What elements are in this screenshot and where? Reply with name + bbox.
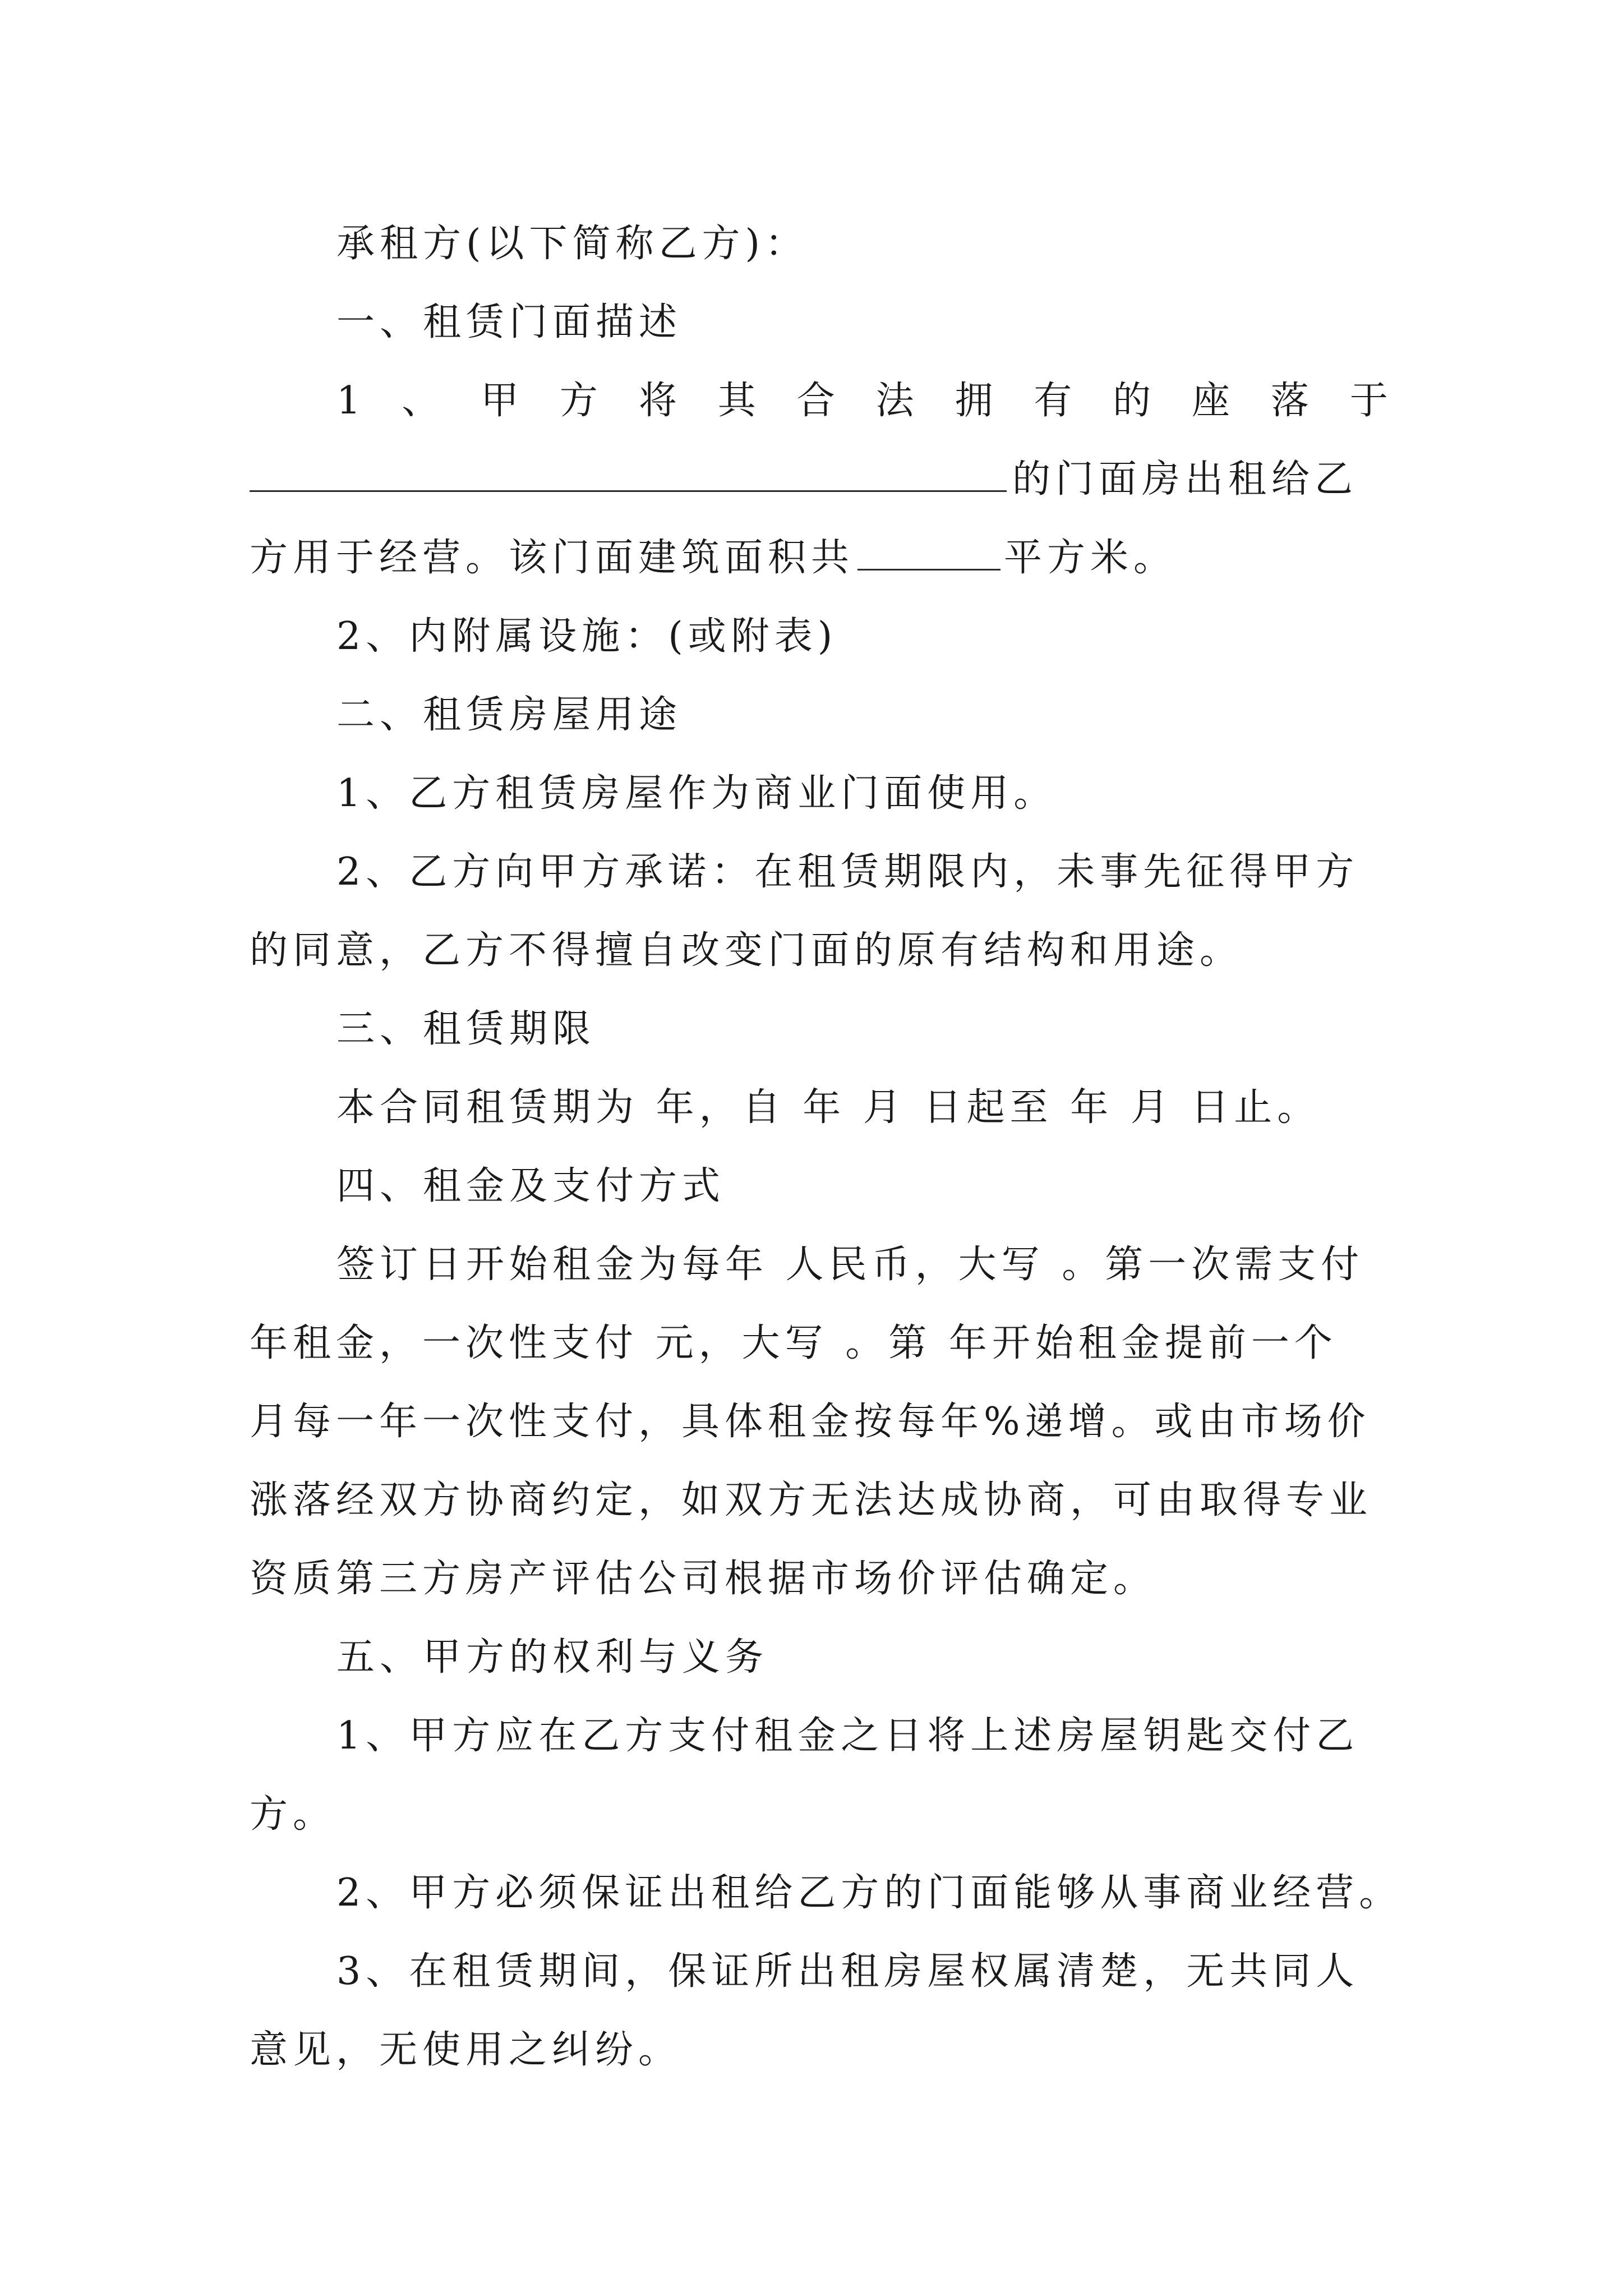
text-line: 1、乙方租赁房屋作为商业门面使用。	[336, 771, 1057, 816]
text-line: 涨落经双方协商约定，如双方无法达成协商，可由取得专业	[250, 1478, 1373, 1522]
section-heading: 一、租赁门面描述	[336, 300, 683, 344]
text-line: 月每一年一次性支付，具体租金按每年%递增。或由市场价	[250, 1400, 1371, 1444]
text-line: 年租金，一次性支付 元，大写 。第 年开始租金提前一个	[250, 1321, 1338, 1365]
text-line-justified: 1 、 甲 方 将 其 合 法 拥 有 的 座 落 于	[336, 379, 1388, 423]
section-heading: 三、租赁期限	[336, 1007, 596, 1051]
text-line: 签订日开始租金为每年 人民币，大写 。第一次需支付	[336, 1243, 1364, 1287]
section-heading: 五、甲方的权利与义务	[336, 1635, 769, 1680]
blank-underline	[857, 530, 1000, 570]
text-line: 承租方(以下简称乙方)：	[336, 222, 809, 266]
text-line: 的门面房出租给乙	[250, 446, 1388, 513]
text-line: 2、甲方必须保证出租给乙方的门面能够从事商业经营。	[336, 1871, 1403, 1915]
text-line: 2、内附属设施：(或附表)	[336, 614, 838, 659]
section-heading: 四、租金及支付方式	[336, 1164, 726, 1208]
text-line: 意见，无使用之纠纷。	[250, 2028, 682, 2072]
text-line: 方。	[250, 1792, 336, 1837]
text-line: 本合同租赁期为 年，自 年 月 日起至 年 月 日止。	[336, 1085, 1321, 1130]
text-line: 2、乙方向甲方承诺：在租赁期限内，未事先征得甲方	[336, 850, 1359, 894]
text-line: 3、在租赁期间，保证所出租房屋权属清楚，无共同人	[336, 1949, 1359, 1994]
text-line: 资质第三方房产评估公司根据市场价评估确定。	[250, 1557, 1157, 1601]
blank-underline	[250, 451, 1007, 492]
section-heading: 二、租赁房屋用途	[336, 693, 683, 737]
text-line: 1、甲方应在乙方支付租金之日将上述房屋钥匙交付乙	[336, 1714, 1359, 1758]
text-line: 的同意，乙方不得擅自改变门面的原有结构和用途。	[250, 928, 1243, 973]
text-line: 方用于经营。该门面建筑面积共 平方米。	[250, 524, 1388, 592]
